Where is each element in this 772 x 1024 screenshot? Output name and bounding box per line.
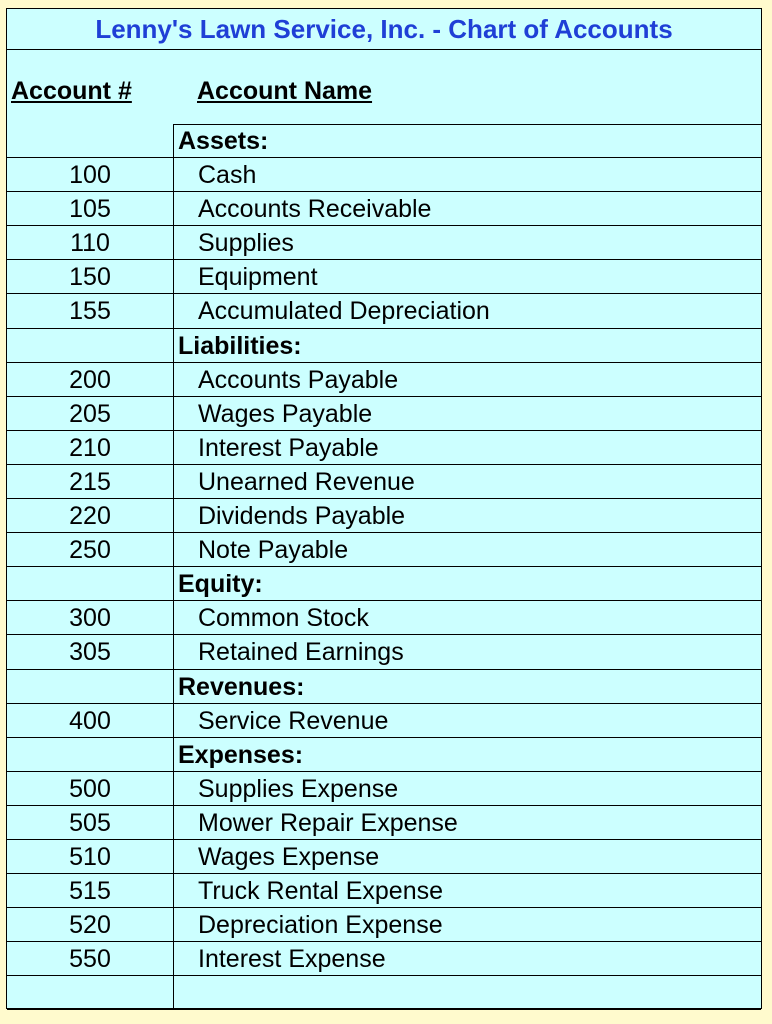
account-number: 550 — [69, 945, 111, 974]
account-name: Truck Rental Expense — [198, 877, 444, 906]
page-title: Lenny's Lawn Service, Inc. - Chart of Accounts — [7, 9, 761, 50]
table-row — [7, 465, 761, 499]
account-number: 500 — [69, 774, 111, 803]
table-row — [7, 942, 761, 976]
table-row — [7, 397, 761, 431]
chart-of-accounts-sheet — [6, 8, 762, 1009]
account-number-header: Account # — [11, 77, 132, 105]
section-label: Expenses: — [178, 740, 304, 769]
account-name: Supplies Expense — [198, 774, 399, 803]
account-number: 205 — [69, 399, 111, 428]
account-name: Wages Payable — [198, 399, 373, 428]
account-name: Note Payable — [198, 536, 349, 565]
account-name: Supplies — [198, 229, 294, 258]
section-row — [7, 124, 761, 158]
account-number: 105 — [69, 195, 111, 224]
table-row — [7, 704, 761, 738]
account-name: Accounts Receivable — [198, 195, 432, 224]
account-name-header: Account Name — [197, 77, 373, 105]
section-row — [7, 567, 761, 601]
section-row — [7, 738, 761, 772]
table-row — [7, 260, 761, 294]
accounts-table — [7, 124, 761, 1010]
table-row — [7, 772, 761, 806]
table-row — [7, 363, 761, 397]
account-number: 400 — [69, 706, 111, 735]
table-row — [7, 874, 761, 908]
account-number: 515 — [69, 877, 111, 906]
account-name: Cash — [198, 161, 257, 190]
table-row — [7, 431, 761, 465]
account-number: 100 — [69, 161, 111, 190]
account-number: 110 — [70, 229, 110, 258]
account-number: 155 — [69, 297, 111, 326]
account-number: 200 — [69, 365, 111, 394]
account-name: Accounts Payable — [198, 365, 399, 394]
account-number: 510 — [69, 842, 111, 871]
account-name: Dividends Payable — [198, 502, 406, 531]
section-label: Liabilities: — [178, 331, 302, 360]
account-name: Common Stock — [198, 604, 369, 633]
table-row — [7, 499, 761, 533]
section-row — [7, 670, 761, 704]
table-row — [7, 806, 761, 840]
account-name: Interest Payable — [198, 433, 379, 462]
table-row — [7, 192, 761, 226]
account-name: Equipment — [198, 263, 318, 292]
account-number: 220 — [69, 502, 111, 531]
section-label: Revenues: — [178, 672, 305, 701]
table-row — [7, 294, 761, 328]
account-name: Accumulated Depreciation — [198, 297, 490, 326]
account-number: 305 — [69, 638, 111, 667]
table-row — [7, 226, 761, 260]
blank-row — [7, 976, 761, 1010]
account-name: Retained Earnings — [198, 638, 404, 667]
account-number: 505 — [69, 808, 111, 837]
section-row — [7, 329, 761, 363]
table-row — [7, 601, 761, 635]
account-number: 210 — [69, 433, 111, 462]
account-name: Depreciation Expense — [198, 911, 443, 940]
account-name: Unearned Revenue — [198, 467, 415, 496]
account-number: 150 — [69, 263, 111, 292]
table-row — [7, 533, 761, 567]
account-name: Interest Expense — [198, 945, 386, 974]
section-label: Assets: — [178, 127, 269, 155]
account-number: 250 — [69, 536, 111, 565]
account-number: 300 — [69, 604, 111, 633]
account-name: Mower Repair Expense — [198, 808, 458, 837]
account-name: Service Revenue — [198, 706, 389, 735]
account-name: Wages Expense — [198, 842, 380, 871]
table-row — [7, 158, 761, 192]
account-number: 520 — [69, 911, 111, 940]
table-row — [7, 908, 761, 942]
table-row — [7, 635, 761, 669]
account-number: 215 — [69, 467, 111, 496]
section-label: Equity: — [178, 570, 263, 599]
table-row — [7, 840, 761, 874]
